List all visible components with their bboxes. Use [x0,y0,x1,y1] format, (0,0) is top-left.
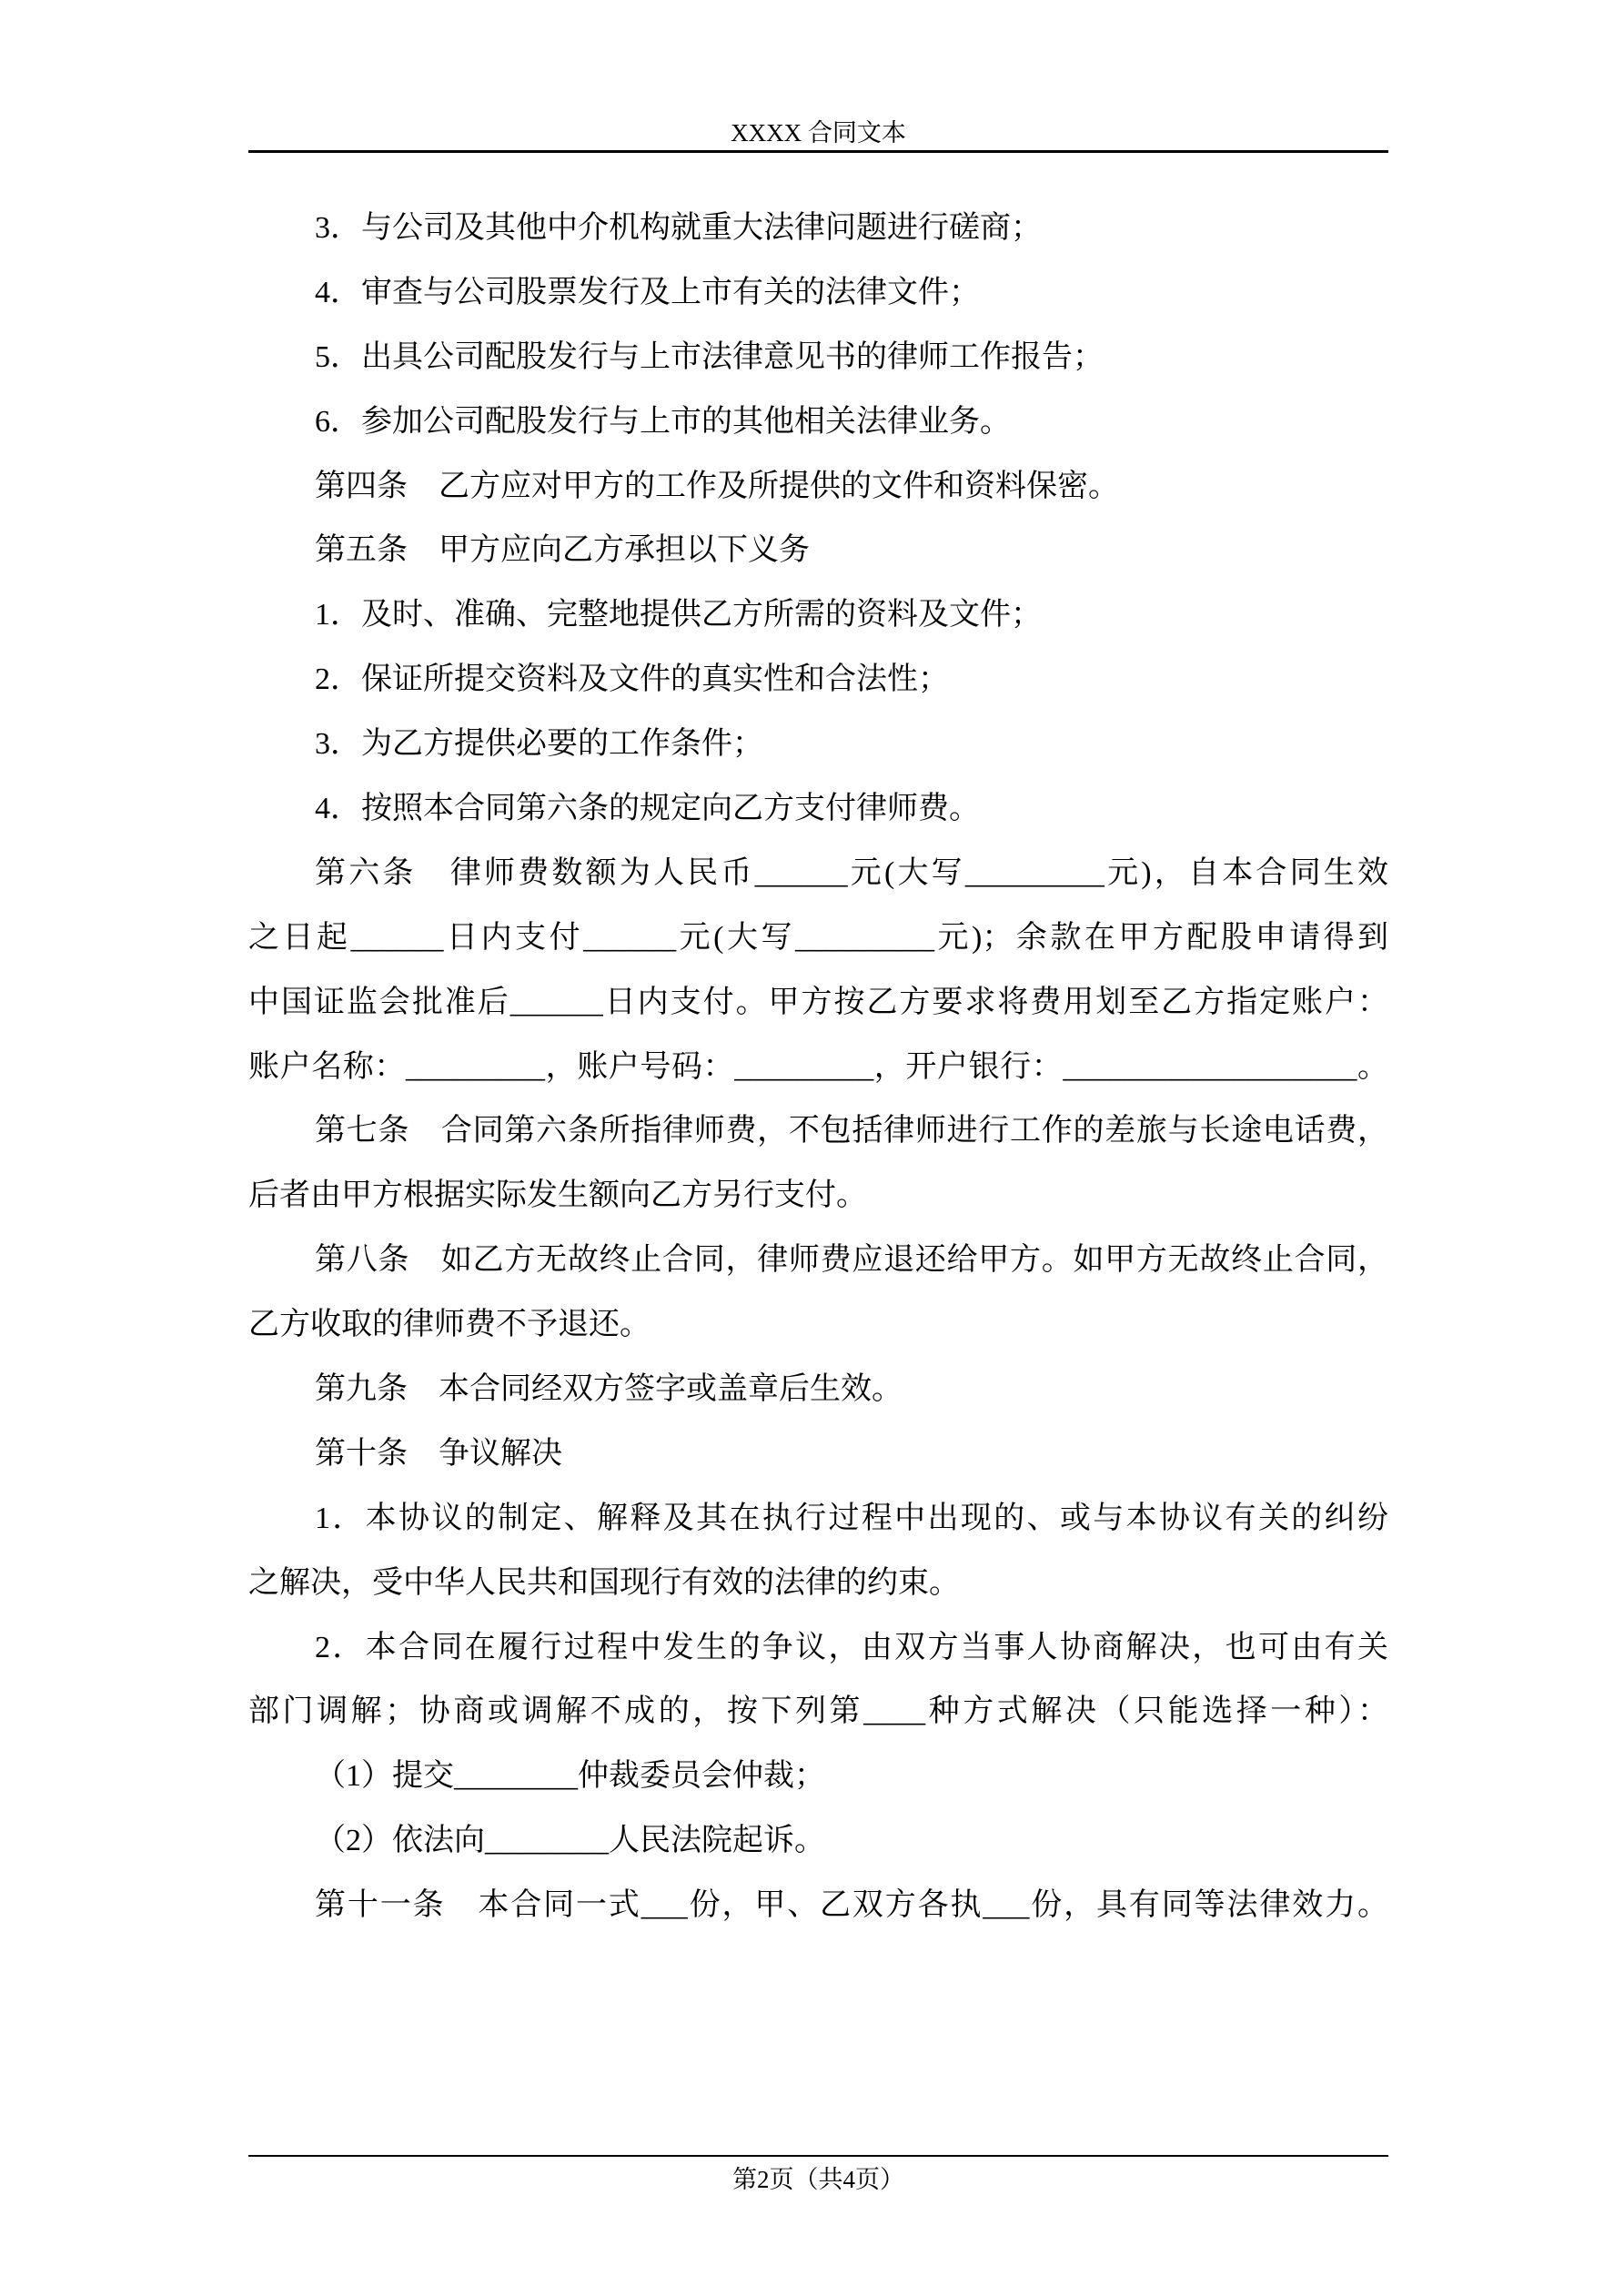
article-9-effectiveness [248,1358,1388,1422]
dispute-item-2 [248,1616,1388,1745]
contract-line: 第六条 律师费数额为人民币______元(大写_________元)，自本合同生效 [315,855,1388,890]
dispute-item-1 [248,1487,1388,1616]
article-8-termination [248,1229,1388,1358]
contract-line: （2）依法向________人民法院起诉。 [315,1824,825,1858]
contract-line: 1．及时、准确、完整地提供乙方所需的资料及文件； [315,598,1042,632]
contract-line: 之日起______日内支付______元(大写_________元)；余款在甲方配股申请得到 [248,920,1388,955]
contract-line: 2．本合同在履行过程中发生的争议，由双方当事人协商解决，也可由有关 [315,1630,1388,1664]
page-indicator: 第2页（共4页） [732,2166,904,2193]
lawyer-duty-item-5 [248,326,1388,390]
article-7-expenses [248,1099,1388,1229]
contract-line: 6．参加公司配股发行与上市的其他相关法律业务。 [315,404,1011,439]
article-5-heading [248,519,1388,583]
contract-line: 第十条 争议解决 [315,1436,562,1471]
contract-line: 4．审查与公司股票发行及上市有关的法律文件； [315,275,980,309]
lawyer-duty-item-3 [248,197,1388,261]
article-10-heading [248,1422,1388,1487]
contract-body [248,197,1388,1938]
contract-line: 2．保证所提交资料及文件的真实性和合法性； [315,663,949,697]
contract-line: 1．本协议的制定、解释及其在执行过程中出现的、或与本协议有关的纠纷 [315,1501,1388,1535]
lawyer-duty-item-6 [248,390,1388,455]
client-duty-item-4 [248,777,1388,842]
contract-line: 乙方收取的律师费不予退还。 [248,1308,651,1342]
contract-line: 之解决，受中华人民共和国现行有效的法律的约束。 [248,1565,960,1600]
header-rule [248,150,1388,153]
contract-line: 4．按照本合同第六条的规定向乙方支付律师费。 [315,792,980,826]
article-11-copies [248,1874,1388,1938]
client-duty-item-3 [248,713,1388,777]
contract-line: 3．与公司及其他中介机构就重大法律问题进行磋商； [315,211,1042,245]
contract-line: 第五条 甲方应向乙方承担以下义务 [315,533,810,568]
contract-line: 第四条 乙方应对甲方的工作及所提供的文件和资料保密。 [315,469,1119,503]
contract-line: 第九条 本合同经双方签字或盖章后生效。 [315,1372,903,1407]
account-details-line: 账户名称：_________，账户号码：_________，开户银行：___________________。 [248,1049,1388,1084]
contract-line: 第七条 合同第六条所指律师费，不包括律师进行工作的差旅与长途电话费， [315,1114,1388,1148]
lawyer-duty-item-4 [248,261,1388,326]
footer-rule [248,2155,1388,2157]
dispute-option-litigation [248,1809,1388,1874]
client-duty-item-2 [248,648,1388,713]
contract-line: 5．出具公司配股发行与上市法律意见书的律师工作报告； [315,339,1104,374]
contract-line: 第八条 如乙方无故终止合同，律师费应退还给甲方。如甲方无故终止合同， [315,1243,1388,1278]
contract-line: 后者由甲方根据实际发生额向乙方另行支付。 [248,1178,867,1213]
dispute-option-arbitration [248,1745,1388,1809]
contract-line: 第十一条 本合同一式___份，甲、乙双方各执___份，具有同等法律效力。 [315,1888,1388,1923]
contract-line: （1）提交________仲裁委员会仲裁； [315,1759,825,1794]
article-6-lawyer-fee [248,842,1388,1100]
contract-line: 3．为乙方提供必要的工作条件； [315,727,763,762]
contract-line: 部门调解；协商或调解不成的，按下列第____种方式解决（只能选择一种）： [248,1694,1388,1729]
running-header-title: XXXX 合同文本 [731,119,906,147]
contract-line: 中国证监会批准后______日内支付。甲方按乙方要求将费用划至乙方指定账户： [248,985,1388,1019]
article-4-confidentiality [248,455,1388,520]
client-duty-item-1 [248,583,1388,648]
